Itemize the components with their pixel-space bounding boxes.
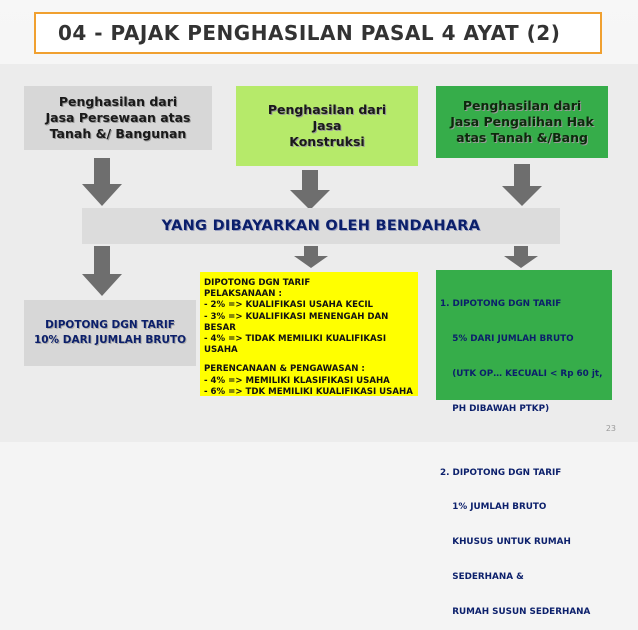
construction-line: - 4% => TIDAK MEMILIKI KUALIFIKASI USAHA bbox=[204, 334, 387, 356]
transfer-line: 1. DIPOTONG DGN TARIF bbox=[440, 299, 562, 310]
result-rental-line: 10% DARI JUMLAH BRUTO bbox=[33, 334, 187, 346]
source-transfer-box bbox=[436, 86, 608, 158]
spacer bbox=[440, 438, 608, 444]
construction-line: PELAKSANAAN : bbox=[204, 289, 282, 300]
transfer-line: 2. DIPOTONG DGN TARIF bbox=[440, 467, 562, 478]
arrow-down-icon bbox=[82, 246, 122, 296]
arrow-down-icon bbox=[82, 158, 122, 206]
transfer-line: 5% DARI JUMLAH BRUTO bbox=[440, 333, 574, 344]
transfer-line: SEDERHANA & bbox=[440, 571, 524, 582]
source-construction-line: Konstruksi bbox=[289, 134, 365, 149]
source-transfer-line: Penghasilan dari bbox=[462, 98, 582, 113]
arrow-down-icon bbox=[294, 246, 328, 268]
transfer-line: KHUSUS UNTUK RUMAH bbox=[440, 537, 571, 548]
source-construction-line: Penghasilan dari bbox=[267, 102, 387, 117]
construction-line: - 6% => TDK MEMILIKI KUALIFIKASI USAHA bbox=[204, 386, 413, 397]
transfer-line: PH DIBAWAH PTKP) bbox=[440, 403, 550, 414]
result-rental-line: DIPOTONG DGN TARIF bbox=[45, 319, 175, 331]
page-number: 23 bbox=[605, 424, 616, 433]
slide-title: 04 - PAJAK PENGHASILAN PASAL 4 AYAT (2) bbox=[34, 12, 602, 54]
source-rental-line: Penghasilan dari bbox=[58, 94, 178, 109]
arrow-down-icon bbox=[504, 246, 538, 268]
result-rental-box bbox=[24, 300, 196, 366]
result-construction-box bbox=[200, 272, 418, 396]
transfer-line: 1% JUMLAH BRUTO bbox=[440, 502, 547, 513]
collector-bar: YANG DIBAYARKAN OLEH BENDAHARA bbox=[82, 208, 560, 244]
spacer bbox=[204, 356, 414, 364]
arrow-down-icon bbox=[290, 170, 330, 210]
source-transfer-line: Jasa Pengalihan Hak bbox=[450, 114, 594, 129]
source-transfer-line: atas Tanah &/Bang bbox=[456, 130, 588, 145]
construction-line: PERENCANAAN & PENGAWASAN : bbox=[204, 364, 365, 375]
transfer-line: (UTK OP… KECUALI < Rp 60 jt, bbox=[440, 368, 603, 379]
source-rental-line: Tanah &/ Bangunan bbox=[49, 126, 187, 141]
source-construction-box bbox=[236, 86, 418, 166]
source-rental-box bbox=[24, 86, 212, 150]
arrow-down-icon bbox=[502, 164, 542, 206]
transfer-line: RUMAH SUSUN SEDERHANA bbox=[440, 606, 591, 617]
construction-line: - 2% => KUALIFIKASI USAHA KECIL bbox=[204, 300, 374, 311]
construction-line: - 4% => MEMILIKI KLASIFIKASI USAHA bbox=[204, 375, 390, 386]
source-rental-line: Jasa Persewaan atas bbox=[45, 110, 191, 125]
construction-line: - 3% => KUALIFIKASI MENENGAH DAN BESAR bbox=[204, 311, 389, 333]
source-construction-line: Jasa bbox=[312, 118, 342, 133]
construction-line: DIPOTONG DGN TARIF bbox=[204, 278, 311, 288]
